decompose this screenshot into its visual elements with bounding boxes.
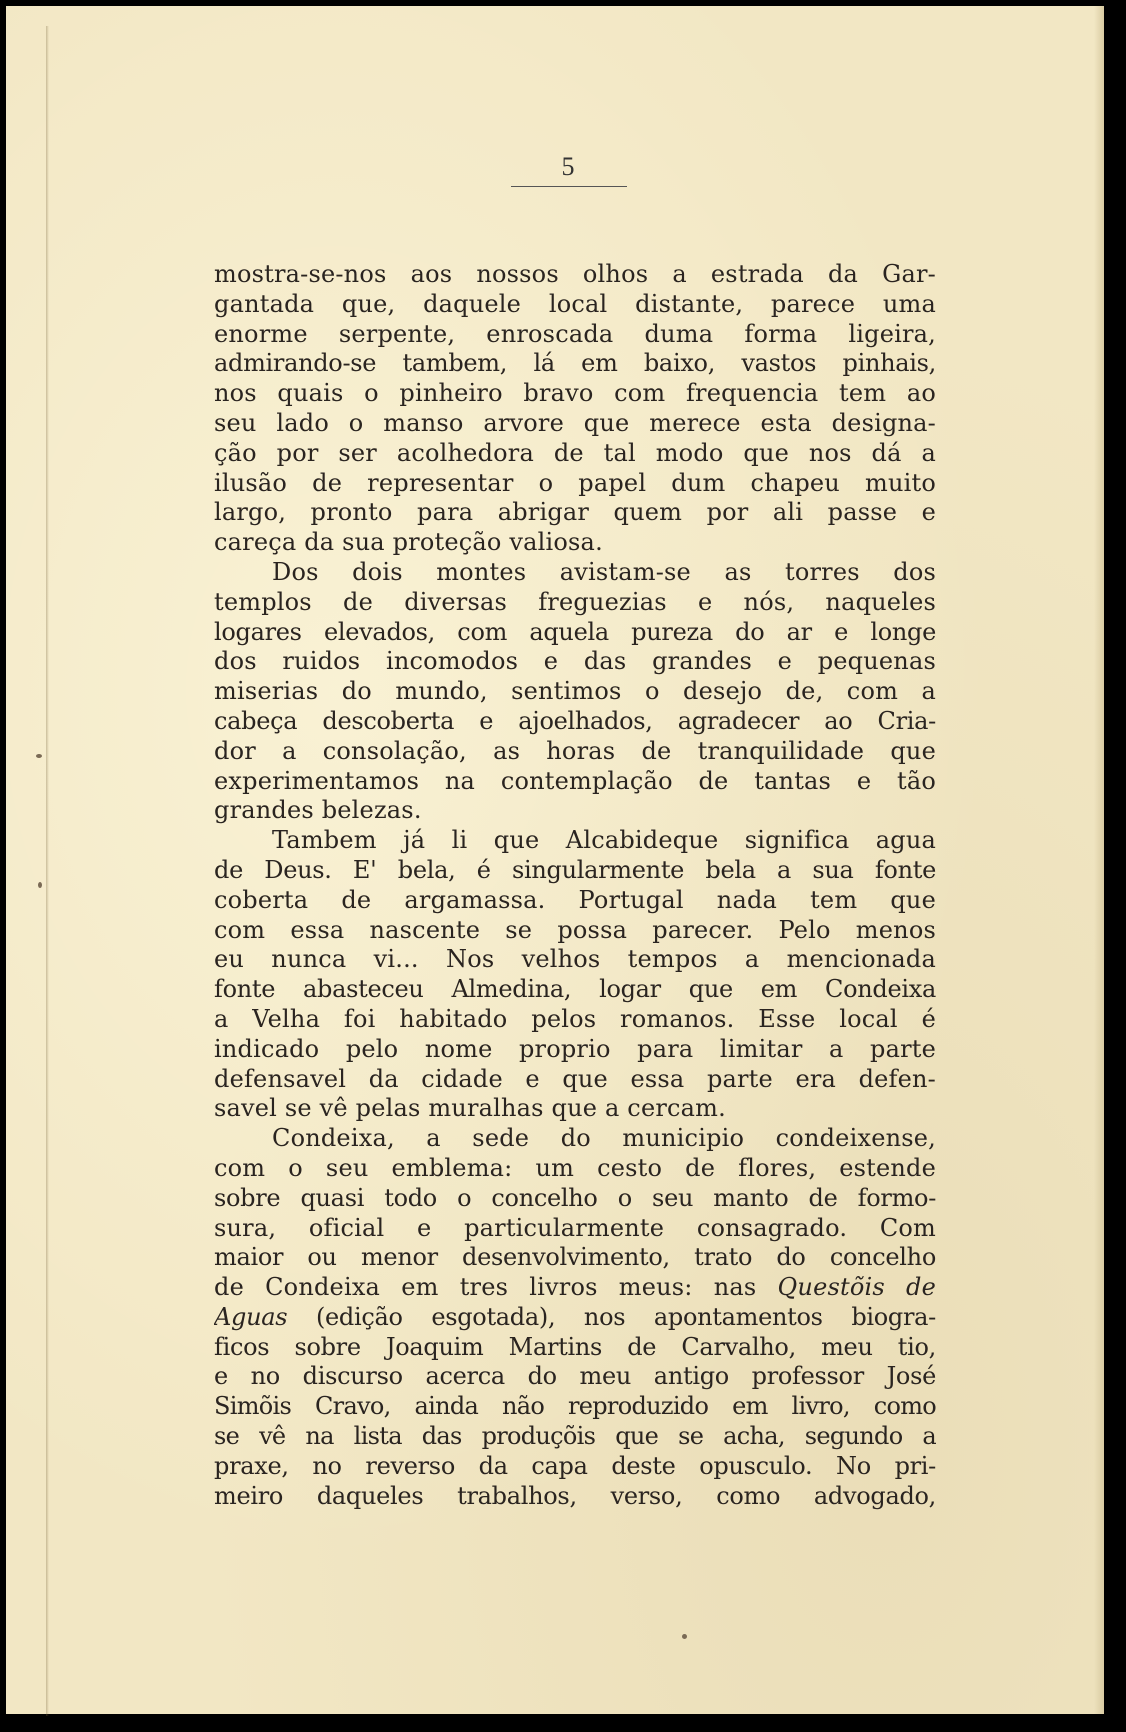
text-line: Tambem já li que Alcabideque significa agua <box>272 826 936 855</box>
text-line: indicado pelo nome proprio para limitar a parte <box>214 1034 936 1063</box>
body-text <box>214 260 936 1511</box>
text-line: dor a consolação, as horas de tranquilidade que <box>214 736 936 765</box>
text-line: se vê na lista das produçõis que se acha, segundo a <box>214 1422 936 1451</box>
text-line: logares elevados, com aquela pureza do ar e longe <box>214 617 936 646</box>
text-line: largo, pronto para abrigar quem por ali passe e <box>214 498 936 527</box>
text-line: coberta de argamassa. Portugal nada tem que <box>214 885 936 914</box>
text-line: templos de diversas freguezias e nós, naqueles <box>214 587 936 616</box>
text-line: admirando-se tambem, lá em baixo, vastos pinhais, <box>214 349 936 378</box>
text-line: com essa nascente se possa parecer. Pelo menos <box>214 915 936 944</box>
text-line: ilusão de representar o papel dum chapeu muito <box>214 468 936 497</box>
book-title-italic: Questõis de <box>777 1273 936 1302</box>
text-line: sura, oficial e particularmente consagrado. Com <box>214 1213 936 1242</box>
page-number-rule <box>511 186 627 187</box>
text-line: cabeça descoberta e ajoelhados, agradecer ao Cria- <box>214 706 936 735</box>
text-fragment: (edição esgotada), nos apontamentos biogra- <box>315 1302 936 1331</box>
paper-speck <box>38 882 42 888</box>
text-line: praxe, no reverso da capa deste opusculo. No pri- <box>214 1451 936 1480</box>
text-line: de Deus. E' bela, é singularmente bela a sua fonte <box>214 855 936 884</box>
book-page <box>6 6 1104 1714</box>
text-line: gantada que, daquele local distante, parece uma <box>214 289 936 318</box>
text-line: sobre quasi todo o concelho o seu manto de formo- <box>214 1183 936 1212</box>
text-line: ficos sobre Joaquim Martins de Carvalho, meu tio, <box>214 1332 936 1361</box>
text-line: nos quais o pinheiro bravo com frequencia tem ao <box>214 379 936 408</box>
text-line: dos ruidos incomodos e das grandes e pequenas <box>214 647 936 676</box>
paper-speck <box>36 754 42 758</box>
text-line: Simõis Cravo, ainda não reproduzido em livro, como <box>214 1392 936 1421</box>
text-line: maior ou menor desenvolvimento, trato do concelho <box>214 1243 936 1272</box>
text-line: eu nunca vi... Nos velhos tempos a mencionada <box>214 945 936 974</box>
text-line <box>214 1273 936 1303</box>
text-line: seu lado o manso arvore que merece esta designa- <box>214 408 936 437</box>
text-line: Condeixa, a sede do municipio condeixense, <box>272 1124 936 1153</box>
book-title-italic: Aguas <box>214 1302 288 1331</box>
text-line: miserias do mundo, sentimos o desejo de, com a <box>214 677 936 706</box>
text-line: enorme serpente, enroscada duma forma ligeira, <box>214 319 936 348</box>
binding-edge <box>46 26 49 1716</box>
text-line: ção por ser acolhedora de tal modo que nos dá a <box>214 438 936 467</box>
text-line: savel se vê pelas muralhas que a cercam. <box>214 1094 726 1123</box>
text-line: grandes belezas. <box>214 796 422 825</box>
text-line: mostra-se-nos aos nossos olhos a estrada da Gar- <box>214 260 936 288</box>
text-line: defensavel da cidade e que essa parte era defen- <box>214 1064 936 1093</box>
text-line: com o seu emblema: um cesto de flores, estende <box>214 1153 936 1182</box>
page-number: 5 <box>561 152 575 181</box>
page-edge <box>1094 6 1104 1714</box>
paper-speck <box>682 1634 687 1639</box>
text-line: experimentamos na contemplação de tantas e tão <box>214 766 936 795</box>
text-line <box>214 1303 936 1333</box>
text-line: a Velha foi habitado pelos romanos. Esse local é <box>214 1004 936 1033</box>
text-line: e no discurso acerca do meu antigo professor José <box>214 1362 936 1391</box>
text-line: meiro daqueles trabalhos, verso, como advogado, <box>214 1481 936 1510</box>
text-fragment: de Condeixa em tres livros meus: nas <box>214 1273 757 1302</box>
text-line: fonte abasteceu Almedina, logar que em Condeixa <box>214 975 936 1004</box>
text-line: Dos dois montes avistam-se as torres dos <box>272 557 936 586</box>
text-line: careça da sua proteção valiosa. <box>214 528 603 557</box>
